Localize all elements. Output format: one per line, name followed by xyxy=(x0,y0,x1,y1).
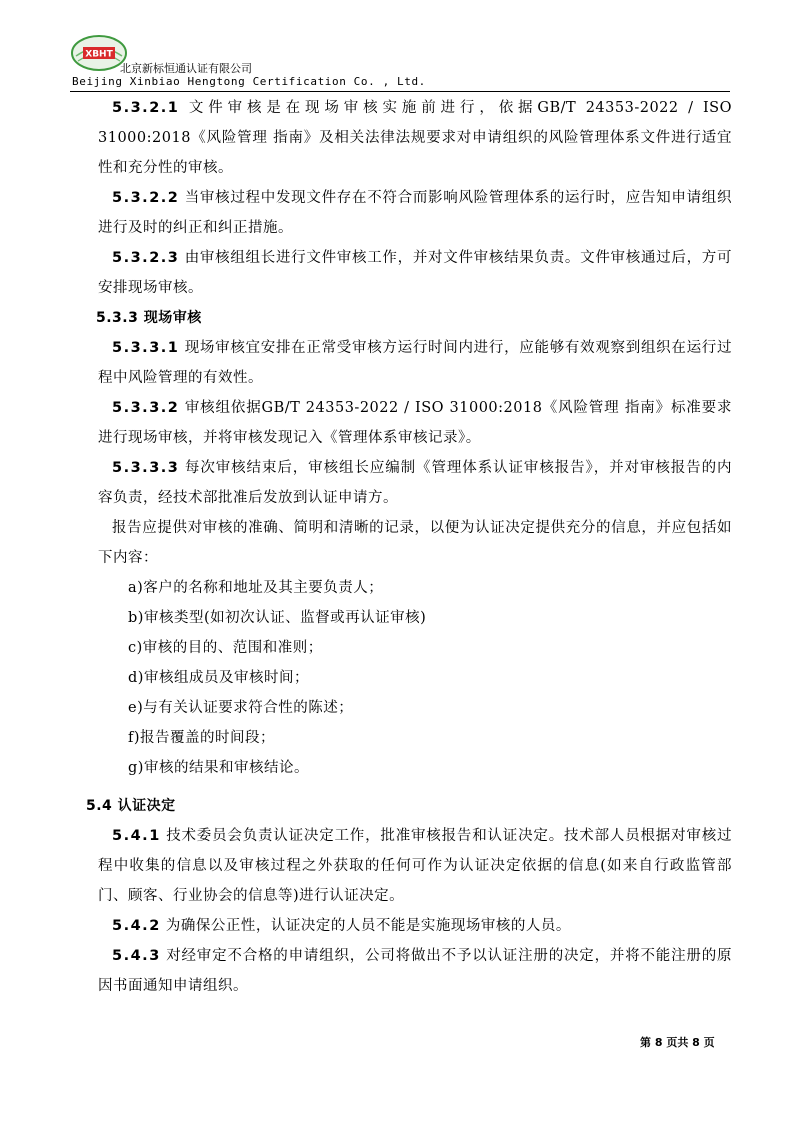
paragraph-5-3-3-1 xyxy=(98,333,732,393)
list-item: d)审核组成员及审核时间； xyxy=(128,670,309,686)
paragraph-5-3-2-3 xyxy=(98,243,732,303)
clause-text: 由审核组组长进行文件审核工作，并对文件审核结果负责。文件审核通过后，方可安排现场审核。 xyxy=(98,250,732,296)
clause-number: 5.3.2.2 xyxy=(112,190,180,206)
logo-text: XBHT xyxy=(85,49,113,60)
company-name-en: Beijing Xinbiao Hengtong Certification Co. , Ltd. xyxy=(72,75,426,88)
clause-number: 5.3.3.2 xyxy=(112,400,180,416)
company-name-cn: 北京新标恒通认证有限公司 xyxy=(120,62,252,75)
header-divider xyxy=(70,91,730,92)
clause-number: 5.4.2 xyxy=(112,918,161,934)
paragraph-5-3-2-2 xyxy=(98,183,732,243)
clause-text: 当审核过程中发现文件存在不符合而影响风险管理体系的运行时，应告知申请组织进行及时的纠正和纠正措施。 xyxy=(98,190,732,236)
clause-number: 5.3.3.1 xyxy=(112,340,180,356)
list-item: f)报告覆盖的时间段； xyxy=(128,730,276,746)
clause-text: 每次审核结束后，审核组长应编制《管理体系认证审核报告》，并对审核报告的内容负责，经技术部批准后发放到认证申请方。 xyxy=(98,460,732,506)
clause-number: 5.4.1 xyxy=(112,828,161,844)
paragraph-5-4-3 xyxy=(98,941,732,1001)
page-number: 第 8 页共 8 页 xyxy=(640,1036,715,1049)
clause-number: 5.3.3.3 xyxy=(112,460,180,476)
list-item: e)与有关认证要求符合性的陈述； xyxy=(128,700,354,716)
paragraph-5-3-3-2 xyxy=(98,393,732,453)
list-item: c)审核的目的、范围和准则； xyxy=(128,640,323,656)
clause-text: 现场审核宜安排在正常受审核方运行时间内进行，应能够有效观察到组织在运行过程中风险管理的有效性。 xyxy=(98,340,732,386)
list-item: g)审核的结果和审核结论。 xyxy=(128,760,309,776)
clause-number: 5.4.3 xyxy=(112,948,161,964)
clause-text: 为确保公正性，认证决定的人员不能是实施现场审核的人员。 xyxy=(160,918,571,934)
document-body xyxy=(86,93,732,1001)
report-intro: 报告应提供对审核的准确、简明和清晰的记录，以便为认证决定提供充分的信息，并应包括如下内容： xyxy=(98,520,732,566)
heading-5-4: 5.4 认证决定 xyxy=(86,798,176,814)
heading-5-3-3: 5.3.3 现场审核 xyxy=(96,310,202,326)
clause-text: 审核组依据GB/T 24353-2022 / ISO 31000:2018《风险管理 指南》标准要求进行现场审核，并将审核发现记入《管理体系审核记录》。 xyxy=(98,400,732,446)
report-content-list xyxy=(98,573,732,783)
clause-text: 技术委员会负责认证决定工作，批准审核报告和认证决定。技术部人员根据对审核过程中收集的信息以及审核过程之外获取的任何可作为认证决定依据的信息(如来自行政监管部门、顾客、行业协会的信息等)进行认证决定。 xyxy=(98,828,732,904)
clause-number: 5.3.2.3 xyxy=(112,250,180,266)
paragraph-5-4-1 xyxy=(98,821,732,911)
list-item: b)审核类型(如初次认证、监督或再认证审核) xyxy=(128,610,427,626)
paragraph-5-3-2-1 xyxy=(98,93,732,183)
paragraph-5-4-2 xyxy=(98,911,732,941)
page-header xyxy=(70,34,730,94)
clause-number: 5.3.2.1 xyxy=(112,100,180,116)
paragraph-5-3-3-3 xyxy=(98,453,732,513)
clause-text: 对经审定不合格的申请组织，公司将做出不予以认证注册的决定，并将不能注册的原因书面通知申请组织。 xyxy=(98,948,732,994)
clause-text: 文件审核是在现场审核实施前进行，依据GB/T 24353-2022 / ISO 31000:2018《风险管理 指南》及相关法律法规要求对申请组织的风险管理体系文件进行适宜性和充分性的审核。 xyxy=(98,100,732,176)
list-item: a)客户的名称和地址及其主要负责人； xyxy=(128,580,384,596)
